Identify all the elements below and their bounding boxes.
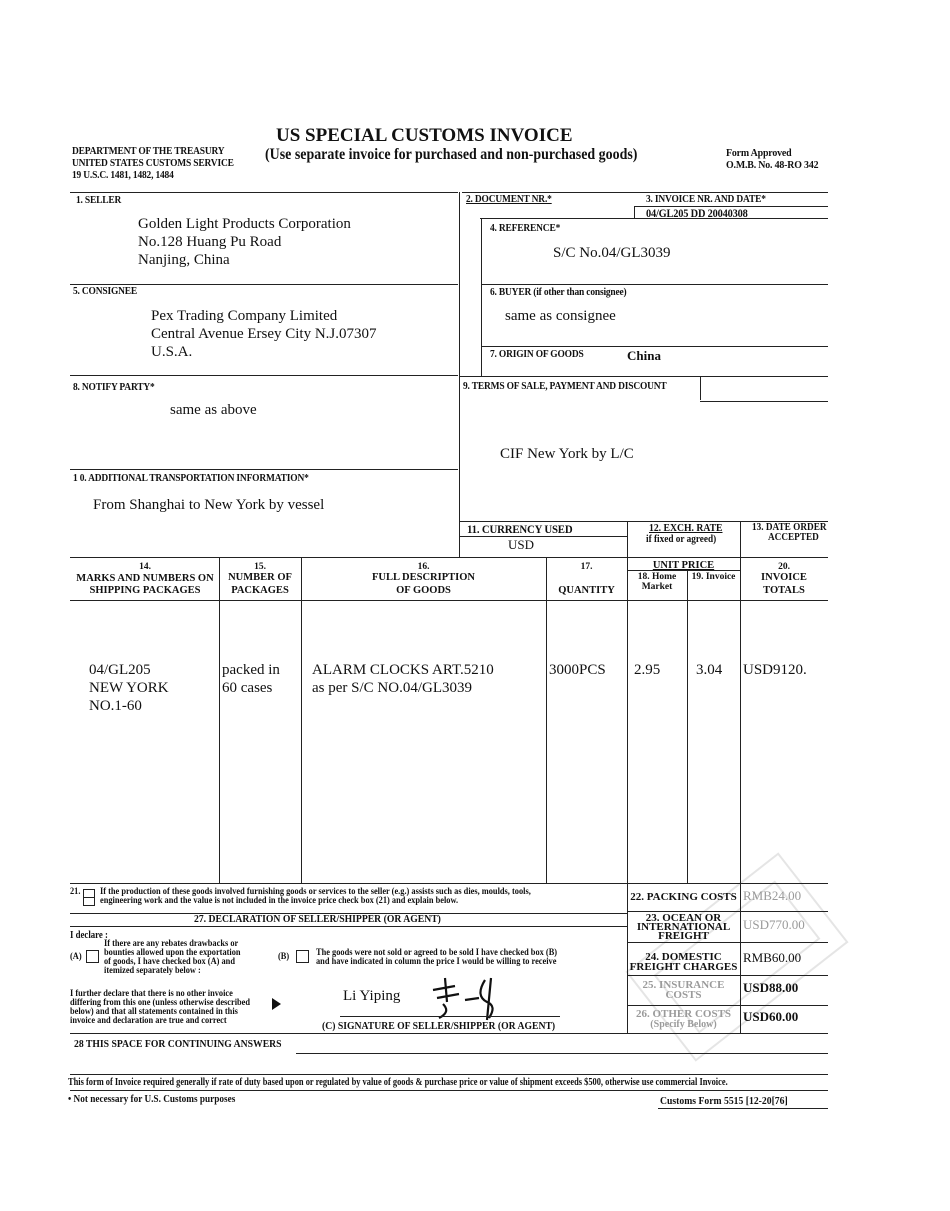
- reference-value: S/C No.04/GL3039: [553, 245, 671, 261]
- packages-line1: packed in: [222, 662, 280, 678]
- marks-line2: NEW YORK: [89, 680, 169, 696]
- description-line2: as per S/C NO.04/GL3039: [312, 680, 472, 696]
- footer-form: Customs Form 5515 [12-20[76]: [660, 1095, 788, 1107]
- transport-value: From Shanghai to New York by vessel: [93, 497, 325, 513]
- exch-label1: 12. EXCH. RATE: [649, 522, 723, 534]
- consignee-line1: Pex Trading Company Limited: [151, 308, 338, 324]
- terms-label: 9. TERMS OF SALE, PAYMENT AND DISCOUNT: [463, 381, 667, 392]
- form-approved: Form Approved: [726, 147, 792, 159]
- invoice-price-value: 3.04: [696, 662, 723, 678]
- decl-further-line3: below) and that all statements contained in this: [70, 1007, 238, 1017]
- marks-line3: NO.1-60: [89, 698, 142, 714]
- decl-b-checkbox[interactable]: [296, 950, 309, 963]
- declaration-title: 27. DECLARATION OF SELLER/SHIPPER (OR AGENT): [194, 913, 441, 925]
- buyer-value: same as consignee: [505, 308, 616, 324]
- col16-num: 16.: [417, 562, 430, 572]
- col16-l1: FULL DESCRIPTION: [372, 572, 475, 583]
- col15-num: 15.: [254, 562, 266, 572]
- decl-b-line2: and have indicated in column the price I would be willing to receive: [316, 957, 557, 967]
- col20-num: 20.: [778, 562, 790, 572]
- invoice-nr-label: 3. INVOICE NR. AND DATE*: [646, 194, 766, 205]
- currency-label: 11. CURRENCY USED: [467, 522, 573, 536]
- footer-note1: This form of Invoice required generally if rate of duty based upon or regulated by value of goods & purchase price or value of shipment exceeds $500, otherwise use commercial Invoice.: [68, 1077, 728, 1088]
- decl-a-line4: itemized separately below :: [104, 966, 201, 976]
- col18-l1: 18. Home: [637, 572, 677, 582]
- cost-insurance-label1: 25. INSURANCE: [642, 979, 725, 991]
- header-dept1: DEPARTMENT OF THE TREASURY: [72, 146, 225, 157]
- footer-note2: • Not necessary for U.S. Customs purposes: [68, 1094, 236, 1105]
- decl-further-line4: invoice and declaration are true and correct: [70, 1016, 227, 1026]
- col14-num: 14.: [139, 562, 151, 572]
- reference-label: 4. REFERENCE*: [490, 223, 561, 234]
- cost-ocean-label1: 23. OCEAN OR: [645, 912, 722, 924]
- signature-label: (C) SIGNATURE OF SELLER/SHIPPER (OR AGENT): [322, 1020, 556, 1032]
- cost-domestic-value: RMB60.00: [743, 950, 802, 965]
- marks-line1: 04/GL205: [89, 662, 151, 678]
- cost-other-label2: (Specify Below): [650, 1019, 717, 1030]
- s21-line1: If the production of these goods involved furnishing goods or services to the seller (e.g.) assists such as dies, moulds, tools,: [100, 887, 531, 897]
- col17-l1: QUANTITY: [558, 585, 615, 596]
- pointer-arrow-icon: [272, 998, 281, 1010]
- seller-line2: No.128 Huang Pu Road: [138, 234, 282, 250]
- quantity-value: 3000PCS: [549, 662, 606, 678]
- packages-line2: 60 cases: [222, 680, 273, 696]
- buyer-label: 6. BUYER (if other than consignee): [490, 287, 627, 298]
- decl-further-line2: differing from this one (unless otherwise described: [70, 998, 251, 1008]
- invoice-nr-value: 04/GL205 DD 20040308: [646, 208, 748, 220]
- decl-b-tag: (B): [278, 952, 290, 962]
- unit-price-label: UNIT PRICE: [652, 560, 715, 571]
- cost-ocean-label2: INTERNATIONAL: [636, 921, 731, 933]
- origin-label: 7. ORIGIN OF GOODS: [490, 349, 584, 360]
- exch-label2: if fixed or agreed): [646, 534, 717, 545]
- cost-ocean-label3: FREIGHT: [658, 930, 709, 942]
- col20-l2: TOTALS: [763, 585, 805, 596]
- cost-packing-label: 22. PACKING COSTS: [630, 891, 737, 903]
- transport-label: 1 0. ADDITIONAL TRANSPORTATION INFORMATION*: [73, 473, 309, 484]
- header-dept2: UNITED STATES CUSTOMS SERVICE: [72, 158, 234, 169]
- origin-value: China: [627, 348, 661, 363]
- col18-l2: Market: [641, 582, 673, 592]
- description-line1: ALARM CLOCKS ART.5210: [312, 662, 494, 678]
- col20-l1: INVOICE: [761, 572, 807, 583]
- consignee-line2: Central Avenue Ersey City N.J.07307: [151, 326, 377, 342]
- decl-a-checkbox[interactable]: [86, 950, 99, 963]
- omb-number: O.M.B. No. 48-RO 342: [726, 159, 819, 171]
- cost-domestic-label1: 24. DOMESTIC: [645, 951, 722, 963]
- s28-label: 28 THIS SPACE FOR CONTINUING ANSWERS: [74, 1038, 282, 1050]
- decl-a-line3: of goods, I have checked box (A) and: [104, 957, 235, 967]
- date-order-label2: ACCEPTED: [768, 532, 819, 543]
- s21-line2: engineering work and the value is not included in the invoice price check box (21) and explain below.: [100, 896, 459, 906]
- date-order-label1: 13. DATE ORDER: [752, 522, 827, 533]
- decl-further-line1: I further declare that there is no other invoice: [70, 989, 233, 999]
- cost-domestic-label2: FREIGHT CHARGES: [629, 961, 738, 973]
- decl-a-line2: bounties allowed upon the exportation: [104, 948, 241, 958]
- s21-checkbox[interactable]: [83, 897, 95, 906]
- page-title: US SPECIAL CUSTOMS INVOICE: [276, 125, 573, 146]
- col15-l2: PACKAGES: [231, 585, 289, 596]
- col17-num: 17.: [580, 562, 593, 572]
- terms-value: CIF New York by L/C: [500, 446, 634, 462]
- header-dept3: 19 U.S.C. 1481, 1482, 1484: [72, 170, 174, 181]
- currency-value: USD: [508, 537, 535, 552]
- home-price-value: 2.95: [634, 662, 661, 678]
- s21-num: 21.: [70, 887, 81, 897]
- cost-insurance-label2: COSTS: [665, 989, 702, 1001]
- col14-l1: MARKS AND NUMBERS ON: [76, 573, 214, 584]
- col14-l2: SHIPPING PACKAGES: [89, 585, 201, 596]
- document-label: 2. DOCUMENT NR.*: [466, 194, 552, 205]
- col19-label: 19. Invoice: [691, 572, 736, 582]
- col15-l1: NUMBER OF: [228, 572, 292, 583]
- notify-value: same as above: [170, 402, 257, 418]
- decl-a-tag: (A): [70, 952, 82, 962]
- notify-label: 8. NOTIFY PARTY*: [73, 382, 155, 393]
- col16-l2: OF GOODS: [396, 585, 451, 596]
- page-subtitle: (Use separate invoice for purchased and non-purchased goods): [265, 146, 638, 163]
- declare-label: I declare :: [70, 930, 108, 941]
- consignee-label: 5. CONSIGNEE: [73, 286, 138, 297]
- cost-other-value: USD60.00: [743, 1009, 799, 1024]
- decl-b-line1: The goods were not sold or agreed to be sold I have checked box (B): [316, 948, 558, 958]
- consignee-line3: U.S.A.: [151, 344, 193, 360]
- seller-line3: Nanjing, China: [138, 252, 230, 268]
- signer-name: Li Yiping: [343, 988, 401, 1004]
- seller-label: 1. SELLER: [76, 195, 122, 206]
- cost-packing-value: RMB24.00: [743, 888, 802, 903]
- seller-line1: Golden Light Products Corporation: [138, 216, 351, 232]
- cost-ocean-value: USD770.00: [743, 917, 805, 932]
- cost-insurance-value: USD88.00: [743, 980, 799, 995]
- invoice-total-value: USD9120.: [743, 662, 807, 678]
- signature-mark: [425, 972, 505, 1022]
- decl-a-line1: If there are any rebates drawbacks or: [104, 939, 239, 949]
- cost-other-label1: 26. OTHER COSTS: [635, 1008, 732, 1020]
